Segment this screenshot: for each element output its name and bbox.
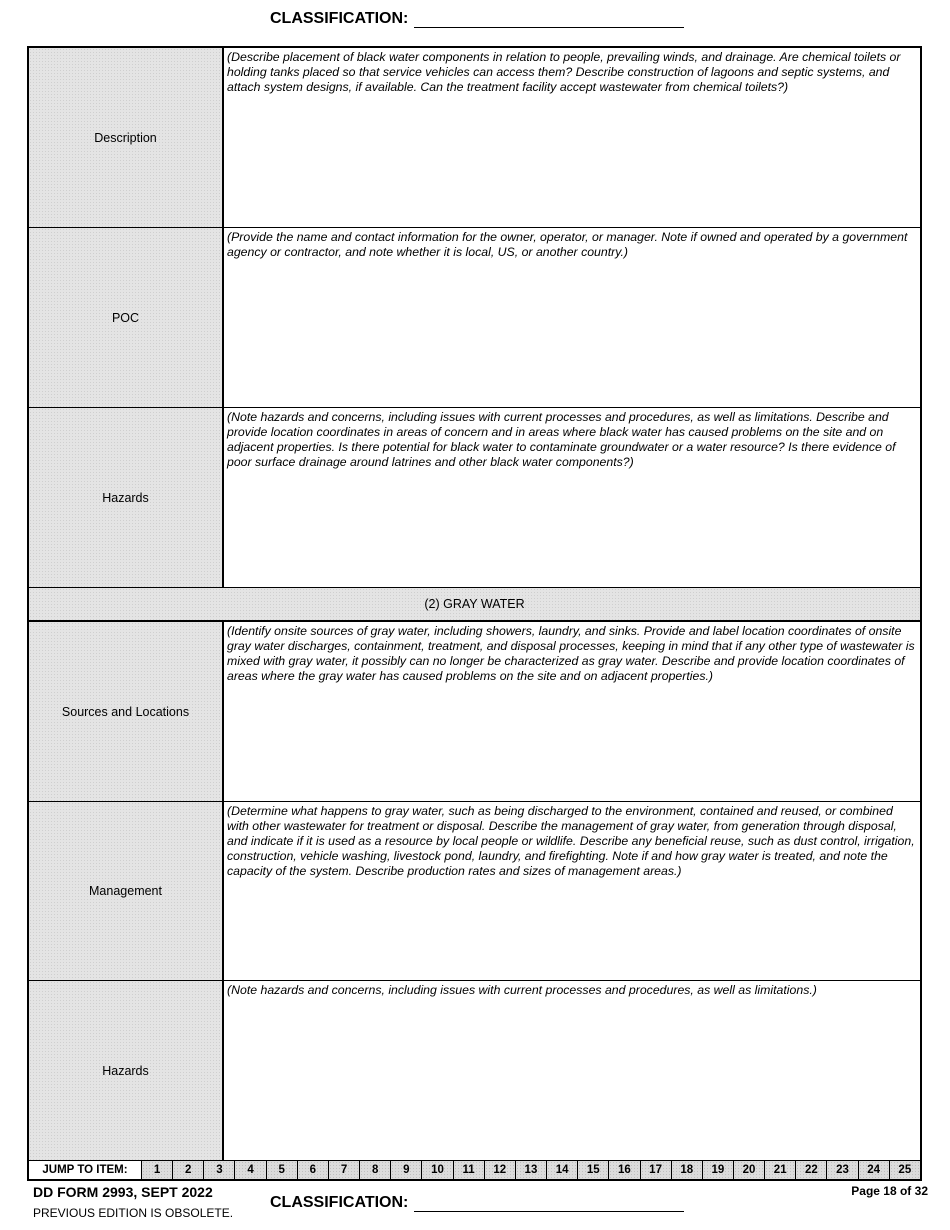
jump-item-button[interactable]: 24 [859, 1161, 890, 1179]
jump-item-button[interactable]: 5 [267, 1161, 298, 1179]
sources-locations-row [29, 622, 920, 802]
form-id: DD FORM 2993, SEPT 2022 [33, 1184, 213, 1200]
jump-item-button[interactable]: 15 [578, 1161, 609, 1179]
obsolete-notice: PREVIOUS EDITION IS OBSOLETE. [33, 1206, 234, 1220]
jump-item-button[interactable]: 14 [547, 1161, 578, 1179]
poc-label: POC [29, 228, 224, 407]
top-classification [270, 10, 684, 28]
jump-item-button[interactable]: 18 [672, 1161, 703, 1179]
jump-item-button[interactable]: 4 [235, 1161, 266, 1179]
jump-item-button[interactable]: 2 [173, 1161, 204, 1179]
classification-line [414, 1197, 684, 1212]
jump-item-button[interactable]: 1 [142, 1161, 173, 1179]
jump-item-button[interactable]: 8 [360, 1161, 391, 1179]
jump-item-button[interactable]: 13 [516, 1161, 547, 1179]
classification-line [414, 13, 684, 28]
management-row [29, 802, 920, 981]
poc-field[interactable]: (Provide the name and contact information for the owner, operator, or manager. Note if owned and operated by a government agency or contractor, and note whether it is local, US, or another country.) [227, 230, 908, 259]
black-water-hazards-field[interactable]: (Note hazards and concerns, including issues with current processes and procedures, as well as limitations. Describe and provide location coordinates in areas of concern and in areas where black water has caused problems on the site and on adjacent properties. Is there potential for black water to contaminate groundwater or a water resource? Is there evidence of poor surface drainage around latrines and other black water components?) [227, 410, 896, 469]
jump-item-button[interactable]: 7 [329, 1161, 360, 1179]
jump-item-button[interactable]: 23 [827, 1161, 858, 1179]
gray-water-hazards-field[interactable]: (Note hazards and concerns, including issues with current processes and procedures, as well as limitations.) [227, 983, 817, 997]
black-water-hazards-label: Hazards [29, 408, 224, 587]
jump-item-button[interactable]: 21 [765, 1161, 796, 1179]
jump-item-button[interactable]: 9 [391, 1161, 422, 1179]
jump-item-button[interactable]: 17 [641, 1161, 672, 1179]
jump-to-item-bar [29, 1160, 920, 1179]
black-water-hazards-row [29, 408, 920, 588]
gray-water-hazards-row [29, 981, 920, 1160]
jump-item-button[interactable]: 6 [298, 1161, 329, 1179]
gray-water-hazards-label: Hazards [29, 981, 224, 1160]
gray-water-section-header [29, 588, 920, 622]
jump-item-button[interactable]: 11 [454, 1161, 485, 1179]
poc-row [29, 228, 920, 408]
sources-locations-field[interactable]: (Identify onsite sources of gray water, including showers, laundry, and sinks. Provide and label location coordinates of onsite gray water discharges, containment, treatment, and disposal processes, keeping in mind that if any other type of wastewater is mixed with gray water, it possibly can no longer be characterized as gray water. Describe and provide location coordinates of areas where the gray water has caused problems on the site and on adjacent properties.) [227, 624, 915, 683]
jump-item-button[interactable]: 22 [796, 1161, 827, 1179]
description-label: Description [29, 48, 224, 227]
jump-item-button[interactable]: 10 [422, 1161, 453, 1179]
jump-item-button[interactable]: 12 [485, 1161, 516, 1179]
classification-label: CLASSIFICATION: [270, 10, 409, 27]
classification-label: CLASSIFICATION: [270, 1194, 409, 1211]
description-field[interactable]: (Describe placement of black water components in relation to people, prevailing winds, and drainage. Are chemical toilets or holding tanks placed so that service vehicles can access them? Describe construction of lagoons and septic systems, and attach system designs, if available. Can the treatment facility accept wastewater from chemical toilets?) [227, 50, 901, 94]
jump-item-button[interactable]: 19 [703, 1161, 734, 1179]
gray-water-title: (2) GRAY WATER [424, 597, 525, 611]
bottom-classification [270, 1194, 684, 1212]
page-number: Page 18 of 32 [851, 1184, 928, 1198]
jump-item-button[interactable]: 3 [204, 1161, 235, 1179]
form-table [27, 46, 922, 1181]
jump-to-item-label: JUMP TO ITEM: [29, 1161, 142, 1179]
description-row [29, 48, 920, 228]
jump-item-button[interactable]: 20 [734, 1161, 765, 1179]
jump-item-button[interactable]: 16 [609, 1161, 640, 1179]
sources-locations-label: Sources and Locations [29, 622, 224, 801]
management-field[interactable]: (Determine what happens to gray water, such as being discharged to the environment, contained and reused, or combined with other wastewater for treatment or disposal. Describe the management of gray water, from generation through disposal, and indicate if it is used as a resource by local people or wildlife. Describe any beneficial reuse, such as dust control, irrigation, construction, vehicle washing, livestock pond, laundry, and firefighting. Note if and how gray water is treated, and note the capacity of the system. Describe production rates and sizes of management areas.) [227, 804, 915, 878]
management-label: Management [29, 802, 224, 980]
jump-item-button[interactable]: 25 [890, 1161, 920, 1179]
